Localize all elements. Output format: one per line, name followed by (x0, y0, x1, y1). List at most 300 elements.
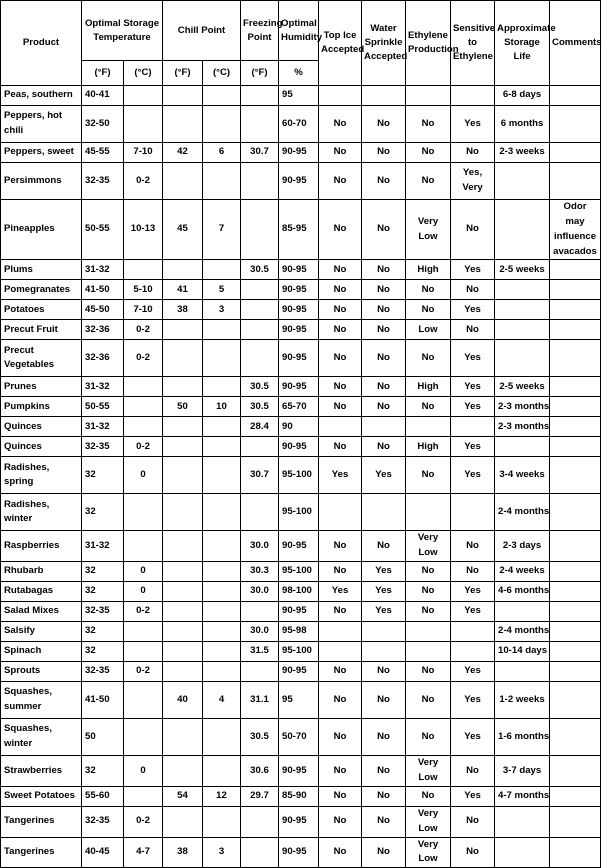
cell-ethylene-production: No (406, 602, 451, 622)
cell-water-sprinkle: No (362, 260, 406, 280)
cell-ethylene-production: Very Low (406, 531, 451, 562)
cell-ethylene-production: No (406, 143, 451, 163)
cell-humidity: 90-95 (279, 280, 319, 300)
cell-top-ice: Yes (319, 582, 362, 602)
cell-temp-c (124, 642, 163, 662)
cell-chill-c (203, 582, 241, 602)
cell-chill-c: 5 (203, 280, 241, 300)
cell-sensitive-to-ethylene: Yes (451, 582, 495, 602)
cell-sensitive-to-ethylene: Yes (451, 662, 495, 682)
cell-ethylene-production: No (406, 719, 451, 756)
cell-comments (550, 417, 601, 437)
header-product: Product (1, 1, 82, 86)
cell-ethylene-production: High (406, 437, 451, 457)
cell-top-ice: No (319, 756, 362, 787)
cell-chill-c (203, 756, 241, 787)
cell-chill-f: 40 (163, 682, 203, 719)
cell-temp-f: 32 (82, 562, 124, 582)
cell-sensitive-to-ethylene: Yes (451, 719, 495, 756)
cell-temp-c: 0-2 (124, 320, 163, 340)
cell-storage-life: 2-4 months (495, 622, 550, 642)
cell-water-sprinkle: No (362, 662, 406, 682)
cell-product: Rhubarb (1, 562, 82, 582)
cell-storage-life (495, 300, 550, 320)
cell-ethylene-production (406, 417, 451, 437)
cell-chill-c (203, 719, 241, 756)
unit-chill-c: (°C) (203, 61, 241, 86)
cell-ethylene-production: High (406, 260, 451, 280)
cell-freezing-point (241, 320, 279, 340)
cell-temp-f: 32-50 (82, 106, 124, 143)
cell-product: Prunes (1, 377, 82, 397)
cell-storage-life: 2-4 weeks (495, 562, 550, 582)
cell-humidity: 90-95 (279, 320, 319, 340)
cell-chill-c (203, 320, 241, 340)
cell-chill-c: 3 (203, 837, 241, 868)
cell-product: Squashes, summer (1, 682, 82, 719)
cell-top-ice (319, 86, 362, 106)
cell-freezing-point (241, 86, 279, 106)
cell-chill-c (203, 340, 241, 377)
cell-temp-c (124, 106, 163, 143)
cell-product: Tangerines (1, 837, 82, 868)
cell-temp-f: 32-35 (82, 163, 124, 200)
cell-top-ice: No (319, 300, 362, 320)
cell-freezing-point (241, 340, 279, 377)
table-row (1, 437, 601, 457)
cell-humidity: 60-70 (279, 106, 319, 143)
cell-freezing-point (241, 300, 279, 320)
cell-product: Peppers, sweet (1, 143, 82, 163)
cell-temp-f: 45-55 (82, 143, 124, 163)
cell-temp-f: 32 (82, 457, 124, 494)
cell-ethylene-production: Very Low (406, 806, 451, 837)
cell-freezing-point: 30.5 (241, 260, 279, 280)
cell-chill-f (163, 756, 203, 787)
cell-sensitive-to-ethylene: Yes (451, 397, 495, 417)
cell-water-sprinkle: No (362, 163, 406, 200)
cell-chill-c (203, 602, 241, 622)
cell-water-sprinkle: No (362, 377, 406, 397)
cell-temp-c: 7-10 (124, 300, 163, 320)
cell-humidity: 90-95 (279, 340, 319, 377)
cell-sensitive-to-ethylene: Yes (451, 682, 495, 719)
cell-ethylene-production: No (406, 300, 451, 320)
cell-ethylene-production: Very Low (406, 837, 451, 868)
cell-water-sprinkle: No (362, 280, 406, 300)
cell-temp-f: 32-35 (82, 437, 124, 457)
cell-sensitive-to-ethylene: No (451, 143, 495, 163)
cell-temp-f: 40-45 (82, 837, 124, 868)
cell-chill-f (163, 163, 203, 200)
table-row (1, 300, 601, 320)
cell-temp-c: 0-2 (124, 437, 163, 457)
cell-product: Peas, southern (1, 86, 82, 106)
cell-chill-f (163, 86, 203, 106)
cell-ethylene-production (406, 86, 451, 106)
table-row (1, 562, 601, 582)
cell-comments (550, 163, 601, 200)
cell-chill-f (163, 562, 203, 582)
cell-ethylene-production: No (406, 682, 451, 719)
cell-freezing-point (241, 806, 279, 837)
cell-sensitive-to-ethylene: Yes (451, 602, 495, 622)
cell-storage-life: 1-2 weeks (495, 682, 550, 719)
cell-storage-life (495, 200, 550, 260)
cell-product: Sprouts (1, 662, 82, 682)
table-row (1, 143, 601, 163)
cell-chill-f (163, 622, 203, 642)
cell-top-ice: No (319, 143, 362, 163)
cell-water-sprinkle: No (362, 719, 406, 756)
cell-ethylene-production: Very Low (406, 756, 451, 787)
cell-product: Pomegranates (1, 280, 82, 300)
table-row (1, 163, 601, 200)
cell-product: Radishes, spring (1, 457, 82, 494)
cell-water-sprinkle: No (362, 106, 406, 143)
header-optimal-storage-temperature: Optimal Storage Temperature (82, 1, 163, 61)
cell-temp-c: 0 (124, 756, 163, 787)
cell-comments (550, 340, 601, 377)
cell-comments (550, 437, 601, 457)
cell-chill-c: 4 (203, 682, 241, 719)
table-body (1, 86, 601, 868)
cell-water-sprinkle: No (362, 437, 406, 457)
cell-chill-c: 7 (203, 200, 241, 260)
cell-storage-life (495, 837, 550, 868)
cell-ethylene-production: No (406, 397, 451, 417)
cell-chill-c (203, 417, 241, 437)
cell-comments: Odor may influence avacados (550, 200, 601, 260)
cell-water-sprinkle: No (362, 143, 406, 163)
cell-water-sprinkle (362, 642, 406, 662)
cell-freezing-point: 30.5 (241, 719, 279, 756)
cell-water-sprinkle (362, 494, 406, 531)
cell-sensitive-to-ethylene: No (451, 806, 495, 837)
cell-freezing-point: 28.4 (241, 417, 279, 437)
cell-top-ice: No (319, 280, 362, 300)
cell-sensitive-to-ethylene (451, 642, 495, 662)
cell-ethylene-production: No (406, 582, 451, 602)
cell-ethylene-production: No (406, 106, 451, 143)
cell-water-sprinkle: Yes (362, 562, 406, 582)
cell-storage-life: 6-8 days (495, 86, 550, 106)
cell-sensitive-to-ethylene: Yes (451, 457, 495, 494)
cell-top-ice: No (319, 562, 362, 582)
cell-sensitive-to-ethylene (451, 494, 495, 531)
cell-temp-c: 4-7 (124, 837, 163, 868)
cell-ethylene-production: High (406, 377, 451, 397)
cell-temp-f: 32 (82, 756, 124, 787)
table-row (1, 397, 601, 417)
table-row (1, 642, 601, 662)
cell-top-ice: No (319, 320, 362, 340)
cell-top-ice (319, 622, 362, 642)
cell-top-ice: No (319, 163, 362, 200)
cell-top-ice: No (319, 437, 362, 457)
cell-comments (550, 397, 601, 417)
cell-sensitive-to-ethylene: No (451, 200, 495, 260)
cell-sensitive-to-ethylene: No (451, 280, 495, 300)
cell-top-ice: No (319, 397, 362, 417)
cell-temp-c: 10-13 (124, 200, 163, 260)
cell-top-ice: No (319, 260, 362, 280)
cell-product: Salsify (1, 622, 82, 642)
header-sensitive-to-ethylene: Sensitive to Ethylene (451, 1, 495, 86)
cell-temp-f: 40-41 (82, 86, 124, 106)
cell-freezing-point: 30.0 (241, 622, 279, 642)
cell-chill-c (203, 260, 241, 280)
cell-chill-f: 41 (163, 280, 203, 300)
cell-freezing-point (241, 106, 279, 143)
cell-freezing-point: 30.7 (241, 457, 279, 494)
cell-top-ice: No (319, 786, 362, 806)
cell-comments (550, 280, 601, 300)
cell-top-ice: No (319, 837, 362, 868)
cell-top-ice (319, 642, 362, 662)
table-row (1, 417, 601, 437)
cell-chill-c: 10 (203, 397, 241, 417)
table-row (1, 377, 601, 397)
cell-storage-life: 2-4 months (495, 494, 550, 531)
table-row (1, 786, 601, 806)
cell-top-ice: No (319, 377, 362, 397)
cell-freezing-point: 31.1 (241, 682, 279, 719)
cell-storage-life: 2-5 weeks (495, 377, 550, 397)
cell-water-sprinkle: Yes (362, 457, 406, 494)
cell-humidity: 90-95 (279, 260, 319, 280)
cell-sensitive-to-ethylene: Yes (451, 300, 495, 320)
cell-chill-c: 12 (203, 786, 241, 806)
cell-humidity: 95-100 (279, 494, 319, 531)
cell-storage-life: 2-3 days (495, 531, 550, 562)
cell-product: Peppers, hot chili (1, 106, 82, 143)
cell-chill-c: 3 (203, 300, 241, 320)
cell-freezing-point (241, 280, 279, 300)
cell-temp-c (124, 531, 163, 562)
cell-top-ice (319, 417, 362, 437)
cell-freezing-point: 30.3 (241, 562, 279, 582)
cell-comments (550, 642, 601, 662)
cell-chill-c (203, 437, 241, 457)
cell-comments (550, 562, 601, 582)
cell-ethylene-production: No (406, 340, 451, 377)
cell-comments (550, 719, 601, 756)
cell-temp-f: 32 (82, 622, 124, 642)
cell-top-ice: No (319, 340, 362, 377)
cell-temp-f: 50-55 (82, 200, 124, 260)
header-approximate-storage-life: Approximate Storage Life (495, 1, 550, 86)
cell-freezing-point: 30.0 (241, 531, 279, 562)
cell-chill-f (163, 642, 203, 662)
cell-storage-life: 4-7 months (495, 786, 550, 806)
cell-storage-life: 6 months (495, 106, 550, 143)
cell-comments (550, 320, 601, 340)
cell-ethylene-production: No (406, 662, 451, 682)
cell-comments (550, 756, 601, 787)
cell-comments (550, 143, 601, 163)
cell-top-ice (319, 494, 362, 531)
cell-sensitive-to-ethylene: No (451, 320, 495, 340)
cell-storage-life: 10-14 days (495, 642, 550, 662)
cell-temp-c: 0-2 (124, 602, 163, 622)
cell-top-ice: No (319, 806, 362, 837)
table-row (1, 837, 601, 868)
cell-storage-life: 1-6 months (495, 719, 550, 756)
cell-humidity: 90-95 (279, 531, 319, 562)
cell-temp-c: 0-2 (124, 662, 163, 682)
cell-chill-c (203, 662, 241, 682)
table-row (1, 531, 601, 562)
cell-comments (550, 531, 601, 562)
cell-chill-f (163, 106, 203, 143)
cell-ethylene-production (406, 642, 451, 662)
cell-humidity: 95-98 (279, 622, 319, 642)
cell-chill-f (163, 340, 203, 377)
cell-temp-c (124, 397, 163, 417)
cell-water-sprinkle (362, 417, 406, 437)
cell-product: Pineapples (1, 200, 82, 260)
unit-chill-f: (°F) (163, 61, 203, 86)
cell-storage-life (495, 602, 550, 622)
cell-humidity: 85-95 (279, 200, 319, 260)
cell-product: Persimmons (1, 163, 82, 200)
cell-humidity: 90-95 (279, 143, 319, 163)
cell-top-ice: Yes (319, 457, 362, 494)
cell-comments (550, 682, 601, 719)
cell-humidity: 90-95 (279, 377, 319, 397)
cell-chill-f (163, 719, 203, 756)
cell-storage-life (495, 662, 550, 682)
cell-product: Quinces (1, 417, 82, 437)
cell-sensitive-to-ethylene (451, 86, 495, 106)
cell-top-ice: No (319, 682, 362, 719)
cell-sensitive-to-ethylene: No (451, 531, 495, 562)
cell-chill-f (163, 531, 203, 562)
cell-humidity: 95 (279, 682, 319, 719)
table-row (1, 86, 601, 106)
cell-freezing-point (241, 662, 279, 682)
cell-temp-c: 0-2 (124, 340, 163, 377)
cell-humidity: 90-95 (279, 602, 319, 622)
cell-freezing-point (241, 494, 279, 531)
cell-humidity: 90-95 (279, 806, 319, 837)
cell-temp-c (124, 494, 163, 531)
table-row (1, 200, 601, 260)
cell-humidity: 50-70 (279, 719, 319, 756)
cell-freezing-point: 30.7 (241, 143, 279, 163)
cell-product: Precut Fruit (1, 320, 82, 340)
cell-chill-c (203, 494, 241, 531)
cell-sensitive-to-ethylene: Yes (451, 437, 495, 457)
cell-chill-f (163, 437, 203, 457)
header-ethylene-production: Ethylene Production (406, 1, 451, 86)
cell-temp-c: 0 (124, 562, 163, 582)
cell-freezing-point: 30.5 (241, 377, 279, 397)
cell-temp-c (124, 86, 163, 106)
cell-freezing-point (241, 200, 279, 260)
cell-temp-f: 32 (82, 582, 124, 602)
cell-water-sprinkle: No (362, 756, 406, 787)
cell-chill-c: 6 (203, 143, 241, 163)
cell-comments (550, 457, 601, 494)
cell-ethylene-production: No (406, 457, 451, 494)
cell-product: Salad Mixes (1, 602, 82, 622)
table-row (1, 106, 601, 143)
cell-water-sprinkle: No (362, 837, 406, 868)
cell-sensitive-to-ethylene: No (451, 837, 495, 868)
cell-temp-c (124, 417, 163, 437)
cell-water-sprinkle: No (362, 300, 406, 320)
cell-water-sprinkle (362, 622, 406, 642)
cell-temp-f: 32-36 (82, 320, 124, 340)
cell-humidity: 95-100 (279, 457, 319, 494)
cell-water-sprinkle: No (362, 397, 406, 417)
header-optimal-humidity: Optimal Humidity (279, 1, 319, 61)
table-row (1, 806, 601, 837)
cell-temp-f: 31-32 (82, 260, 124, 280)
cell-chill-f: 38 (163, 300, 203, 320)
cell-comments (550, 494, 601, 531)
cell-water-sprinkle (362, 86, 406, 106)
cell-comments (550, 602, 601, 622)
cell-product: Quinces (1, 437, 82, 457)
cell-comments (550, 786, 601, 806)
cell-freezing-point: 31.5 (241, 642, 279, 662)
cell-sensitive-to-ethylene (451, 417, 495, 437)
cell-water-sprinkle: No (362, 320, 406, 340)
cell-ethylene-production: Very Low (406, 200, 451, 260)
cell-chill-c (203, 163, 241, 200)
cell-temp-f: 31-32 (82, 377, 124, 397)
cell-freezing-point (241, 437, 279, 457)
cell-humidity: 90 (279, 417, 319, 437)
cell-sensitive-to-ethylene (451, 622, 495, 642)
cell-humidity: 90-95 (279, 437, 319, 457)
table-row (1, 280, 601, 300)
cell-ethylene-production: No (406, 786, 451, 806)
cell-ethylene-production: No (406, 562, 451, 582)
cell-humidity: 65-70 (279, 397, 319, 417)
cell-product: Strawberries (1, 756, 82, 787)
cell-comments (550, 806, 601, 837)
cell-chill-f: 45 (163, 200, 203, 260)
cell-temp-f: 41-50 (82, 280, 124, 300)
cell-chill-f (163, 377, 203, 397)
cell-sensitive-to-ethylene: Yes (451, 106, 495, 143)
cell-chill-f (163, 494, 203, 531)
cell-storage-life (495, 806, 550, 837)
unit-freeze-f: (°F) (241, 61, 279, 86)
cell-freezing-point (241, 837, 279, 868)
cell-storage-life (495, 437, 550, 457)
cell-chill-c (203, 457, 241, 494)
cell-humidity: 90-95 (279, 300, 319, 320)
table-row (1, 602, 601, 622)
cell-ethylene-production: No (406, 280, 451, 300)
cell-chill-f (163, 260, 203, 280)
cell-comments (550, 662, 601, 682)
cell-chill-f (163, 417, 203, 437)
table-row (1, 320, 601, 340)
cell-comments (550, 837, 601, 868)
cell-freezing-point: 30.5 (241, 397, 279, 417)
cell-temp-f: 50-55 (82, 397, 124, 417)
cell-product: Plums (1, 260, 82, 280)
cell-product: Radishes, winter (1, 494, 82, 531)
cell-water-sprinkle: No (362, 200, 406, 260)
cell-humidity: 90-95 (279, 756, 319, 787)
